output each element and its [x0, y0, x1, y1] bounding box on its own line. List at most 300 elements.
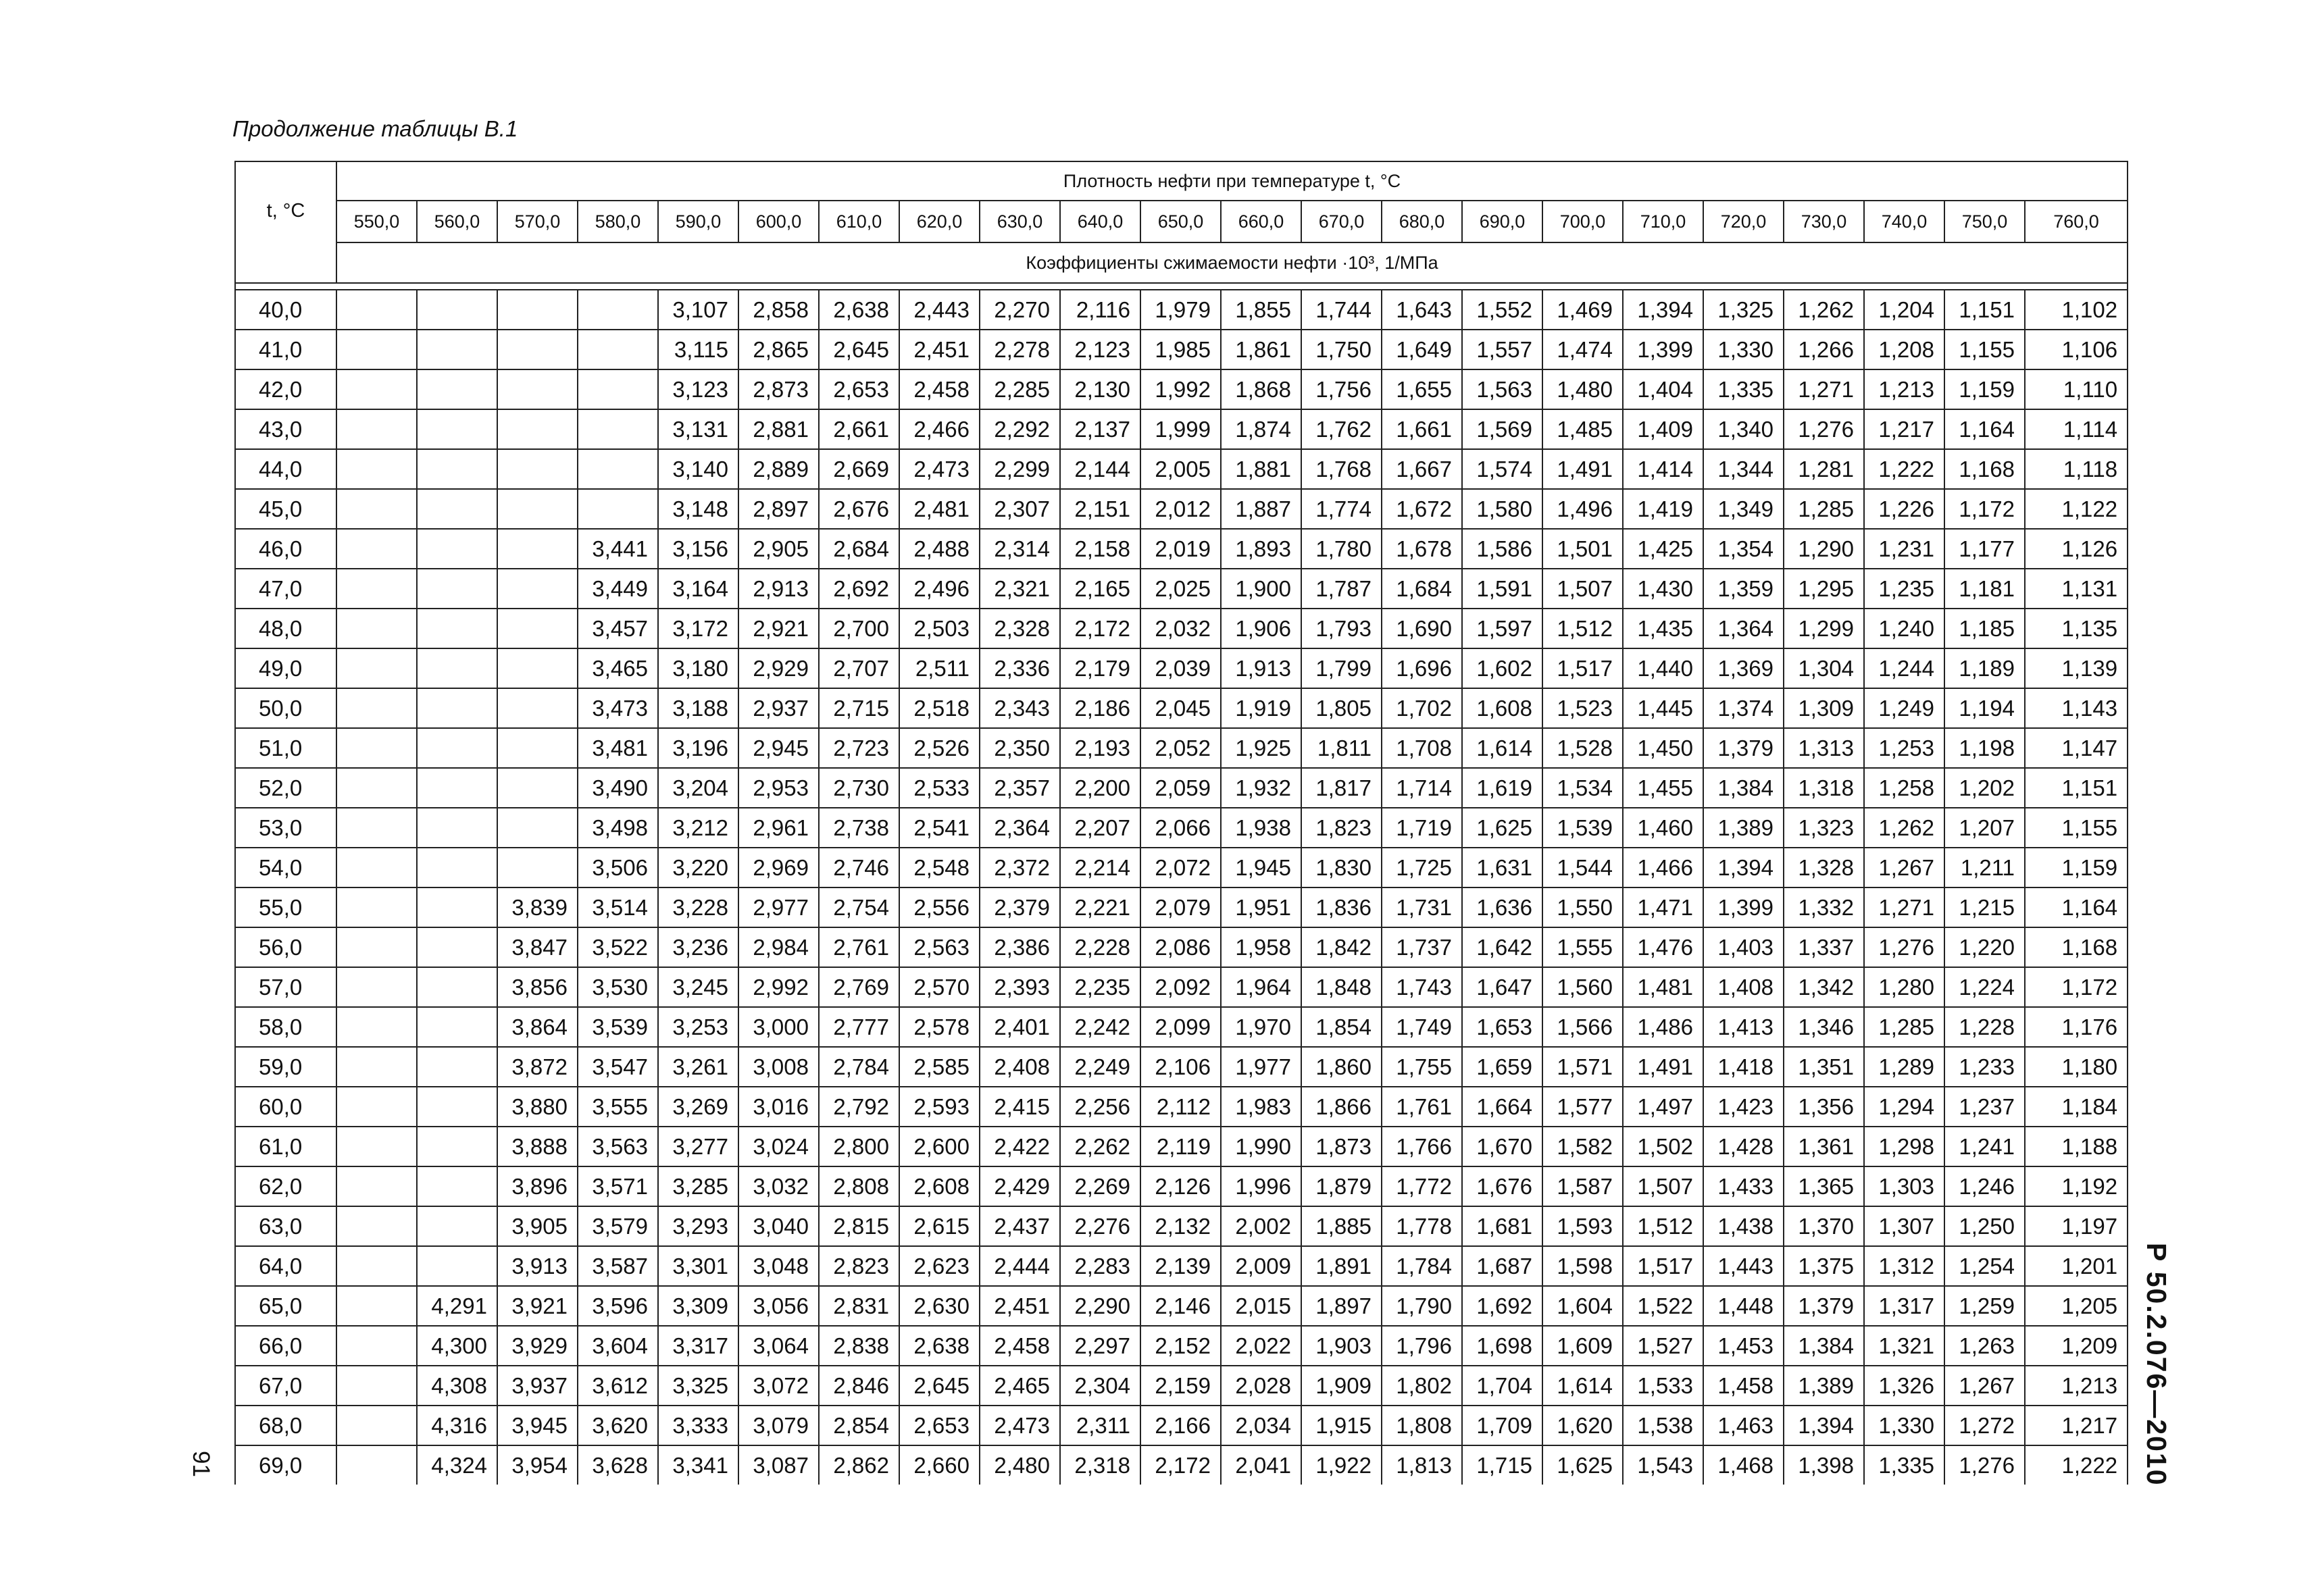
- coefficient-cell: 2,422: [980, 1127, 1060, 1166]
- coefficient-cell: 2,393: [980, 967, 1060, 1007]
- coefficient-cell: 1,999: [1140, 409, 1221, 449]
- coefficient-cell: 1,254: [1944, 1246, 2025, 1286]
- coefficient-cell: 1,855: [1221, 290, 1301, 330]
- coefficient-cell: 2,444: [980, 1246, 1060, 1286]
- coefficient-cell: 2,146: [1140, 1286, 1221, 1326]
- coefficient-cell: 1,201: [2025, 1246, 2128, 1286]
- coefficient-cell: 1,349: [1703, 489, 1784, 529]
- coefficient-cell: 3,040: [738, 1206, 819, 1246]
- coefficient-cell: 3,498: [578, 808, 658, 848]
- coefficient-cell: 2,002: [1221, 1206, 1301, 1246]
- coefficient-cell: 1,440: [1623, 648, 1703, 688]
- coefficient-cell: 1,602: [1462, 648, 1542, 688]
- coefficient-cell: 2,608: [899, 1166, 980, 1206]
- density-column-header: 690,0: [1462, 201, 1542, 242]
- coefficient-cell: 1,468: [1703, 1445, 1784, 1485]
- coefficient-cell: 2,905: [738, 529, 819, 569]
- coefficient-cell: 1,577: [1542, 1087, 1623, 1127]
- coefficient-cell: 1,474: [1542, 330, 1623, 369]
- coefficient-cell: 3,604: [578, 1326, 658, 1366]
- coefficient-cell: 1,231: [1864, 529, 1944, 569]
- coefficient-cell: 1,614: [1542, 1366, 1623, 1406]
- coefficient-cell: 1,351: [1784, 1047, 1864, 1087]
- coefficient-cell: 1,428: [1703, 1127, 1784, 1166]
- coefficient-cell: 2,307: [980, 489, 1060, 529]
- coefficient-cell: 1,450: [1623, 728, 1703, 768]
- coefficient-cell: [578, 330, 658, 369]
- document-code: Р 50.2.076—2010: [2141, 1243, 2172, 1487]
- density-column-header: 590,0: [658, 201, 738, 242]
- coefficient-cell: 1,808: [1382, 1406, 1462, 1445]
- coefficient-cell: 1,913: [1221, 648, 1301, 688]
- coefficient-cell: 2,139: [1140, 1246, 1221, 1286]
- coefficient-cell: 1,719: [1382, 808, 1462, 848]
- coefficient-cell: [417, 728, 497, 768]
- coefficient-cell: 3,048: [738, 1246, 819, 1286]
- coefficient-cell: 1,241: [1944, 1127, 2025, 1166]
- temperature-cell: 56,0: [235, 927, 336, 967]
- coefficient-cell: 2,278: [980, 330, 1060, 369]
- coefficient-cell: [417, 1206, 497, 1246]
- coefficient-cell: 1,552: [1462, 290, 1542, 330]
- coefficient-cell: 1,932: [1221, 768, 1301, 808]
- coefficient-cell: 3,000: [738, 1007, 819, 1047]
- coefficient-cell: [497, 609, 578, 648]
- coefficient-cell: 3,087: [738, 1445, 819, 1485]
- coefficient-cell: 2,152: [1140, 1326, 1221, 1366]
- coefficient-cell: 1,879: [1301, 1166, 1382, 1206]
- coefficient-cell: 3,140: [658, 449, 738, 489]
- coefficient-cell: 3,293: [658, 1206, 738, 1246]
- coefficient-cell: 1,289: [1864, 1047, 1944, 1087]
- coefficient-cell: 3,008: [738, 1047, 819, 1087]
- coefficient-cell: 3,072: [738, 1366, 819, 1406]
- coefficient-cell: 2,179: [1060, 648, 1140, 688]
- coefficient-cell: 3,301: [658, 1246, 738, 1286]
- coefficient-cell: 1,737: [1382, 927, 1462, 967]
- coefficient-cell: 2,372: [980, 848, 1060, 887]
- coefficient-cell: 1,435: [1623, 609, 1703, 648]
- coefficient-cell: 2,676: [819, 489, 899, 529]
- coefficient-cell: 1,491: [1623, 1047, 1703, 1087]
- table-row: [235, 1326, 2128, 1366]
- coefficient-cell: 2,130: [1060, 369, 1140, 409]
- coefficient-cell: 1,235: [1864, 569, 1944, 609]
- coefficient-cell: 2,172: [1060, 609, 1140, 648]
- coefficient-cell: 1,184: [2025, 1087, 2128, 1127]
- coefficient-cell: 1,228: [1944, 1007, 2025, 1047]
- coefficient-cell: 1,159: [1944, 369, 2025, 409]
- coefficient-cell: [336, 1445, 417, 1485]
- coefficient-cell: 1,750: [1301, 330, 1382, 369]
- coefficient-cell: 1,361: [1784, 1127, 1864, 1166]
- coefficient-cell: 1,708: [1382, 728, 1462, 768]
- coefficient-cell: 1,384: [1784, 1326, 1864, 1366]
- coefficient-cell: 2,563: [899, 927, 980, 967]
- coefficient-cell: [336, 449, 417, 489]
- coefficient-cell: 1,159: [2025, 848, 2128, 887]
- coefficient-cell: 2,437: [980, 1206, 1060, 1246]
- coefficient-cell: 1,768: [1301, 449, 1382, 489]
- coefficient-cell: 3,131: [658, 409, 738, 449]
- coefficient-cell: 3,856: [497, 967, 578, 1007]
- coefficient-cell: 2,159: [1140, 1366, 1221, 1406]
- coefficient-cell: 1,267: [1864, 848, 1944, 887]
- coefficient-cell: 4,324: [417, 1445, 497, 1485]
- coefficient-cell: 1,335: [1703, 369, 1784, 409]
- coefficient-cell: [336, 768, 417, 808]
- coefficient-cell: 1,860: [1301, 1047, 1382, 1087]
- coefficient-cell: 2,285: [980, 369, 1060, 409]
- coefficient-cell: 2,653: [899, 1406, 980, 1445]
- coefficient-cell: 3,839: [497, 887, 578, 927]
- coefficient-cell: 2,937: [738, 688, 819, 728]
- coefficient-cell: 2,151: [1060, 489, 1140, 529]
- coefficient-cell: 1,766: [1382, 1127, 1462, 1166]
- coefficient-cell: 1,147: [2025, 728, 2128, 768]
- coefficient-cell: 1,906: [1221, 609, 1301, 648]
- coefficient-cell: 2,700: [819, 609, 899, 648]
- coefficient-cell: [417, 529, 497, 569]
- coefficient-cell: 1,213: [2025, 1366, 2128, 1406]
- coefficient-cell: 1,964: [1221, 967, 1301, 1007]
- coefficient-cell: 1,213: [1864, 369, 1944, 409]
- coefficient-cell: 1,164: [1944, 409, 2025, 449]
- coefficient-cell: 1,868: [1221, 369, 1301, 409]
- coefficient-cell: 1,485: [1542, 409, 1623, 449]
- density-column-header: 760,0: [2025, 201, 2128, 242]
- coefficient-cell: 2,379: [980, 887, 1060, 927]
- coefficient-cell: 1,598: [1542, 1246, 1623, 1286]
- coefficient-cell: [336, 290, 417, 330]
- temperature-cell: 48,0: [235, 609, 336, 648]
- coefficient-cell: [336, 1166, 417, 1206]
- coefficient-cell: 1,574: [1462, 449, 1542, 489]
- coefficient-cell: 3,204: [658, 768, 738, 808]
- coefficient-cell: 2,480: [980, 1445, 1060, 1485]
- coefficient-cell: [417, 290, 497, 330]
- coefficient-cell: 2,116: [1060, 290, 1140, 330]
- coefficient-cell: 3,115: [658, 330, 738, 369]
- coefficient-cell: 1,172: [1944, 489, 2025, 529]
- coefficient-cell: 1,344: [1703, 449, 1784, 489]
- coefficient-cell: 2,283: [1060, 1246, 1140, 1286]
- temperature-cell: 47,0: [235, 569, 336, 609]
- coefficient-cell: 2,221: [1060, 887, 1140, 927]
- coefficient-cell: 1,384: [1703, 768, 1784, 808]
- coefficient-cell: 3,188: [658, 688, 738, 728]
- coefficient-cell: 1,625: [1542, 1445, 1623, 1485]
- coefficient-cell: 2,556: [899, 887, 980, 927]
- coefficient-cell: 2,707: [819, 648, 899, 688]
- coefficient-cell: 1,139: [2025, 648, 2128, 688]
- coefficient-cell: [417, 330, 497, 369]
- coefficient-cell: 2,015: [1221, 1286, 1301, 1326]
- coefficient-cell: 3,506: [578, 848, 658, 887]
- coefficient-cell: 1,276: [1944, 1445, 2025, 1485]
- coefficient-cell: 3,888: [497, 1127, 578, 1166]
- coefficient-cell: 1,919: [1221, 688, 1301, 728]
- coefficient-cell: 1,557: [1462, 330, 1542, 369]
- density-column-header: 750,0: [1944, 201, 2025, 242]
- coefficient-cell: 3,847: [497, 927, 578, 967]
- coefficient-cell: 1,262: [1784, 290, 1864, 330]
- coefficient-cell: 2,297: [1060, 1326, 1140, 1366]
- coefficient-cell: 1,625: [1462, 808, 1542, 848]
- coefficient-cell: 1,222: [2025, 1445, 2128, 1485]
- table-row: [235, 330, 2128, 369]
- coefficient-cell: 1,672: [1382, 489, 1462, 529]
- coefficient-cell: [417, 1246, 497, 1286]
- coefficient-cell: 1,346: [1784, 1007, 1864, 1047]
- coefficient-cell: 3,220: [658, 848, 738, 887]
- coefficient-cell: 1,893: [1221, 529, 1301, 569]
- coefficient-cell: 1,430: [1623, 569, 1703, 609]
- coefficient-cell: 2,304: [1060, 1366, 1140, 1406]
- coefficient-cell: 1,597: [1462, 609, 1542, 648]
- coefficient-cell: 1,122: [2025, 489, 2128, 529]
- coefficient-cell: 3,530: [578, 967, 658, 1007]
- coefficient-cell: 3,571: [578, 1166, 658, 1206]
- coefficient-cell: [336, 330, 417, 369]
- coefficient-cell: 1,398: [1784, 1445, 1864, 1485]
- coefficient-cell: 3,896: [497, 1166, 578, 1206]
- coefficient-cell: 1,885: [1301, 1206, 1382, 1246]
- coefficient-cell: 1,375: [1784, 1246, 1864, 1286]
- coefficient-cell: 1,866: [1301, 1087, 1382, 1127]
- coefficient-cell: [417, 887, 497, 927]
- coefficient-cell: [497, 409, 578, 449]
- coefficient-cell: 1,604: [1542, 1286, 1623, 1326]
- coefficient-cell: 2,823: [819, 1246, 899, 1286]
- coefficient-cell: 2,314: [980, 529, 1060, 569]
- coefficient-cell: 1,593: [1542, 1206, 1623, 1246]
- coefficient-cell: 3,228: [658, 887, 738, 927]
- coefficient-cell: 1,523: [1542, 688, 1623, 728]
- coefficient-cell: 1,155: [1944, 330, 2025, 369]
- coefficient-cell: [417, 688, 497, 728]
- coefficient-cell: 1,207: [1944, 808, 2025, 848]
- coefficient-cell: [336, 967, 417, 1007]
- page-number: 91: [188, 1451, 214, 1477]
- coefficient-cell: 1,762: [1301, 409, 1382, 449]
- coefficient-cell: 1,544: [1542, 848, 1623, 887]
- coefficient-cell: 1,285: [1784, 489, 1864, 529]
- coefficient-cell: 1,655: [1382, 369, 1462, 409]
- temperature-cell: 43,0: [235, 409, 336, 449]
- coefficient-cell: [336, 1406, 417, 1445]
- coefficient-cell: [578, 409, 658, 449]
- coefficient-cell: 3,449: [578, 569, 658, 609]
- coefficient-cell: 2,276: [1060, 1206, 1140, 1246]
- coefficient-cell: 3,164: [658, 569, 738, 609]
- coefficient-cell: 1,471: [1623, 887, 1703, 927]
- coefficient-cell: 1,250: [1944, 1206, 2025, 1246]
- coefficient-cell: 1,330: [1703, 330, 1784, 369]
- coefficient-cell: 2,615: [899, 1206, 980, 1246]
- coefficient-cell: 2,669: [819, 449, 899, 489]
- coefficient-cell: 1,233: [1944, 1047, 2025, 1087]
- coefficient-cell: 1,290: [1784, 529, 1864, 569]
- coefficient-cell: 1,543: [1623, 1445, 1703, 1485]
- coefficient-cell: 1,842: [1301, 927, 1382, 967]
- coefficient-cell: 3,236: [658, 927, 738, 967]
- coefficient-cell: 3,196: [658, 728, 738, 768]
- coefficient-cell: 1,756: [1301, 369, 1382, 409]
- coefficient-cell: 1,246: [1944, 1166, 2025, 1206]
- coefficient-cell: 1,453: [1703, 1326, 1784, 1366]
- coefficient-cell: 1,106: [2025, 330, 2128, 369]
- coefficient-cell: 2,328: [980, 609, 1060, 648]
- coefficient-cell: 2,548: [899, 848, 980, 887]
- coefficient-cell: 1,587: [1542, 1166, 1623, 1206]
- coefficient-cell: [578, 290, 658, 330]
- coefficient-cell: 2,193: [1060, 728, 1140, 768]
- coefficient-cell: 1,413: [1703, 1007, 1784, 1047]
- density-column-header: 560,0: [417, 201, 497, 242]
- coefficient-cell: [417, 1166, 497, 1206]
- coefficient-cell: 3,579: [578, 1206, 658, 1246]
- coefficient-cell: [336, 569, 417, 609]
- coefficient-cell: 1,304: [1784, 648, 1864, 688]
- coefficient-cell: 2,645: [819, 330, 899, 369]
- coefficient-cell: 1,563: [1462, 369, 1542, 409]
- coefficient-cell: 1,198: [1944, 728, 2025, 768]
- coefficient-cell: 1,364: [1703, 609, 1784, 648]
- coefficient-cell: 2,022: [1221, 1326, 1301, 1366]
- coefficient-cell: 1,517: [1542, 648, 1623, 688]
- coefficient-cell: 1,614: [1462, 728, 1542, 768]
- coefficient-cell: 1,408: [1703, 967, 1784, 1007]
- temperature-cell: 44,0: [235, 449, 336, 489]
- coefficient-cell: 2,269: [1060, 1166, 1140, 1206]
- coefficient-cell: 1,389: [1703, 808, 1784, 848]
- coefficient-cell: 1,861: [1221, 330, 1301, 369]
- coefficient-cell: 1,582: [1542, 1127, 1623, 1166]
- coefficient-cell: [497, 848, 578, 887]
- coefficient-cell: [336, 728, 417, 768]
- coefficient-cell: [336, 1127, 417, 1166]
- coefficient-cell: 1,114: [2025, 409, 2128, 449]
- coefficient-cell: 2,290: [1060, 1286, 1140, 1326]
- coefficient-cell: 3,539: [578, 1007, 658, 1047]
- coefficient-cell: 3,522: [578, 927, 658, 967]
- coefficient-cell: 1,684: [1382, 569, 1462, 609]
- coefficient-cell: 1,977: [1221, 1047, 1301, 1087]
- coefficient-cell: 2,638: [899, 1326, 980, 1366]
- coefficient-cell: 1,298: [1864, 1127, 1944, 1166]
- coefficient-cell: 1,330: [1864, 1406, 1944, 1445]
- coefficient-cell: 2,299: [980, 449, 1060, 489]
- coefficient-cell: 2,228: [1060, 927, 1140, 967]
- coefficient-cell: 1,259: [1944, 1286, 2025, 1326]
- coefficient-cell: 1,222: [1864, 449, 1944, 489]
- coefficient-cell: 1,887: [1221, 489, 1301, 529]
- coefficient-cell: 1,512: [1623, 1206, 1703, 1246]
- coefficient-cell: 1,217: [1864, 409, 1944, 449]
- coefficient-cell: 1,609: [1542, 1326, 1623, 1366]
- coefficient-cell: [336, 688, 417, 728]
- coefficient-cell: 1,176: [2025, 1007, 2128, 1047]
- coefficient-cell: 3,555: [578, 1087, 658, 1127]
- temperature-cell: 46,0: [235, 529, 336, 569]
- coefficient-cell: 1,425: [1623, 529, 1703, 569]
- coefficient-cell: 3,172: [658, 609, 738, 648]
- table-row: [235, 1286, 2128, 1326]
- coefficient-cell: 1,205: [2025, 1286, 2128, 1326]
- coefficient-cell: 1,237: [1944, 1087, 2025, 1127]
- coefficient-cell: 1,433: [1703, 1166, 1784, 1206]
- coefficient-group-header: Коэффициенты сжимаемости нефти ·10³, 1/МПа: [336, 242, 2128, 283]
- coefficient-cell: 1,463: [1703, 1406, 1784, 1445]
- coefficient-cell: [336, 1047, 417, 1087]
- coefficient-cell: 1,215: [1944, 887, 2025, 927]
- coefficient-cell: 3,064: [738, 1326, 819, 1366]
- coefficient-cell: 1,799: [1301, 648, 1382, 688]
- coefficient-cell: 2,533: [899, 768, 980, 808]
- coefficient-cell: 1,224: [1944, 967, 2025, 1007]
- temperature-cell: 65,0: [235, 1286, 336, 1326]
- coefficient-cell: 1,502: [1623, 1127, 1703, 1166]
- coefficient-cell: 1,608: [1462, 688, 1542, 728]
- temperature-cell: 45,0: [235, 489, 336, 529]
- coefficient-cell: 1,996: [1221, 1166, 1301, 1206]
- coefficient-cell: 3,107: [658, 290, 738, 330]
- coefficient-cell: 1,204: [1864, 290, 1944, 330]
- density-column-header: 730,0: [1784, 201, 1864, 242]
- coefficient-cell: 2,415: [980, 1087, 1060, 1127]
- coefficient-cell: 2,137: [1060, 409, 1140, 449]
- coefficient-cell: 1,497: [1623, 1087, 1703, 1127]
- coefficient-cell: [336, 609, 417, 648]
- coefficient-cell: 1,185: [1944, 609, 2025, 648]
- coefficient-cell: 1,731: [1382, 887, 1462, 927]
- density-group-header: Плотность нефти при температуре t, °C: [336, 161, 2128, 201]
- coefficient-cell: 1,522: [1623, 1286, 1703, 1326]
- coefficient-cell: 1,780: [1301, 529, 1382, 569]
- coefficient-cell: 1,197: [2025, 1206, 2128, 1246]
- table-row: [235, 728, 2128, 768]
- coefficient-cell: 2,630: [899, 1286, 980, 1326]
- coefficient-cell: [336, 1246, 417, 1286]
- coefficient-cell: 2,458: [980, 1326, 1060, 1366]
- coefficient-cell: 1,155: [2025, 808, 2128, 848]
- coefficient-cell: 2,099: [1140, 1007, 1221, 1047]
- coefficient-cell: 2,408: [980, 1047, 1060, 1087]
- coefficient-cell: 3,261: [658, 1047, 738, 1087]
- coefficient-cell: [417, 569, 497, 609]
- temperature-cell: 67,0: [235, 1366, 336, 1406]
- coefficient-cell: 2,034: [1221, 1406, 1301, 1445]
- coefficient-cell: 1,312: [1864, 1246, 1944, 1286]
- coefficient-cell: 2,429: [980, 1166, 1060, 1206]
- coefficient-cell: 1,527: [1623, 1326, 1703, 1366]
- coefficient-cell: 4,308: [417, 1366, 497, 1406]
- coefficient-cell: 4,291: [417, 1286, 497, 1326]
- coefficient-cell: 3,872: [497, 1047, 578, 1087]
- coefficient-cell: 2,166: [1140, 1406, 1221, 1445]
- coefficient-cell: 1,491: [1542, 449, 1623, 489]
- coefficient-cell: [417, 967, 497, 1007]
- coefficient-cell: 1,460: [1623, 808, 1703, 848]
- coefficient-cell: [497, 330, 578, 369]
- coefficient-cell: 2,862: [819, 1445, 899, 1485]
- coefficient-cell: 1,307: [1864, 1206, 1944, 1246]
- coefficient-cell: 1,180: [2025, 1047, 2128, 1087]
- coefficient-cell: 1,661: [1382, 409, 1462, 449]
- temperature-cell: 51,0: [235, 728, 336, 768]
- temperature-cell: 66,0: [235, 1326, 336, 1366]
